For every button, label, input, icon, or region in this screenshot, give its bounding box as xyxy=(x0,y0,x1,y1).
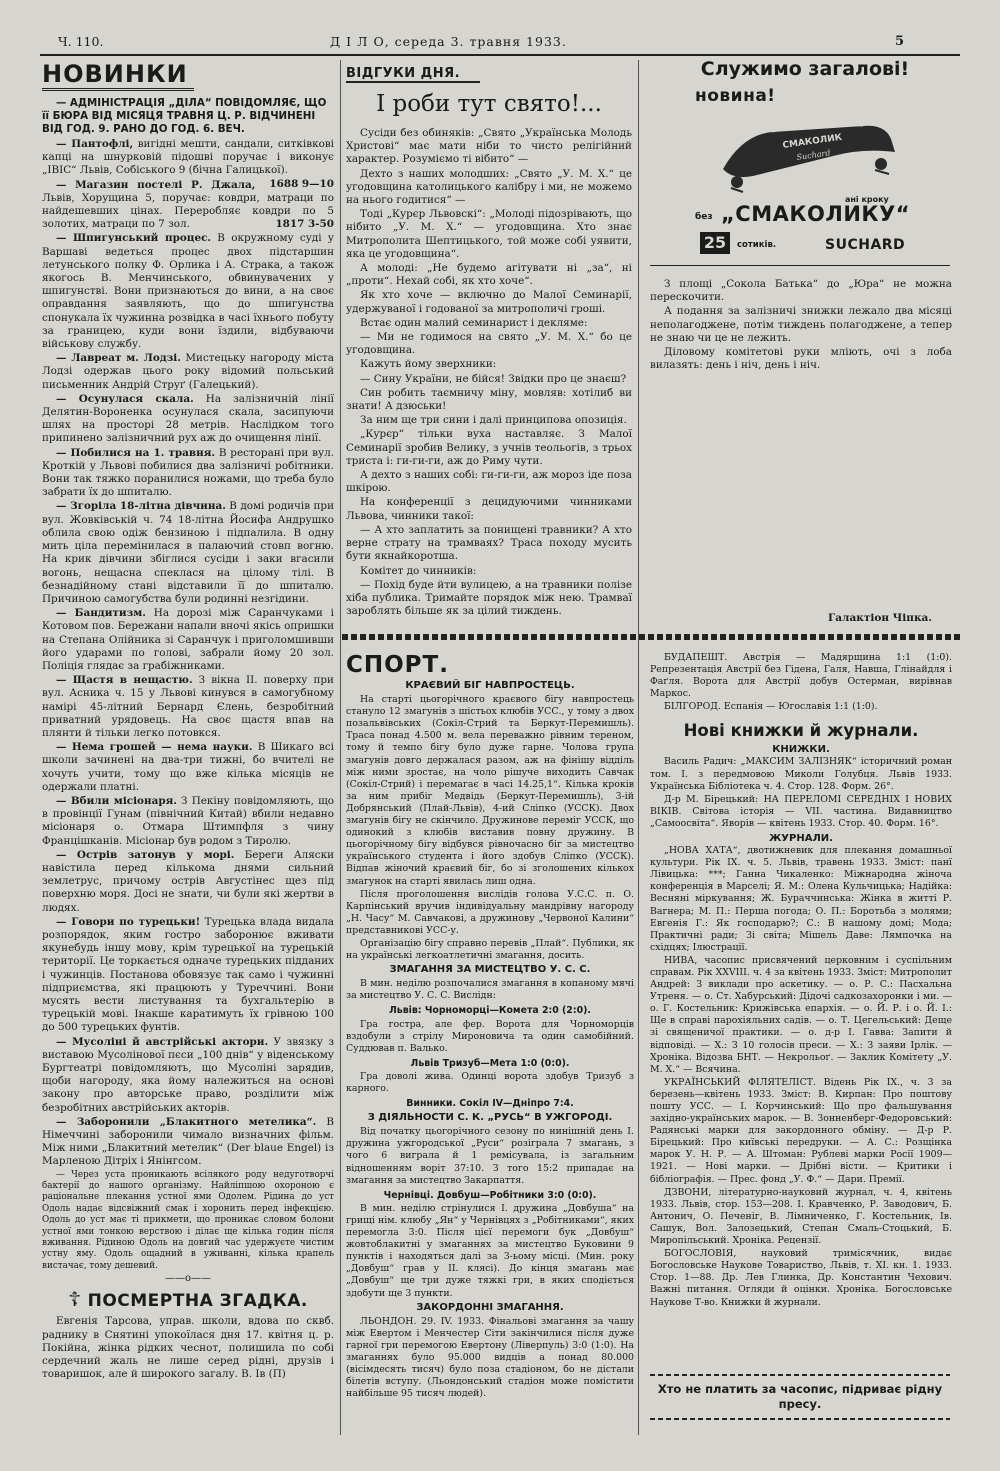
sport-paragraph: Організацію бігу справно перевів „Плай“. Публики, як на українські легкоатлетичні змагання, досить. xyxy=(346,937,634,962)
news-item-text: В Шикаго всі школи зачинені на два-три тижні, бо вчителі не хочуть учити, тому що вже кілька місяців не одержали платні. xyxy=(42,741,334,793)
books-heading: КНИЖКИ. xyxy=(772,744,830,756)
sport-paragraph: В мин. неділю розпочалися змагання в копаному мячі за мистецтво У. С. С. Вислідн: xyxy=(346,978,634,1002)
news-item-lead: — Шпигунський процес. xyxy=(56,232,212,245)
books-title: Нові книжки й журнали. xyxy=(683,721,919,741)
sport-column xyxy=(346,652,634,1442)
obituary-title xyxy=(42,1287,334,1311)
news-item xyxy=(42,607,334,673)
budapest-result: БУДАПЕШТ. Австрія — Мадярщина 1:1 (1:0). Репрезентація Австрії без Гідена, Галя, Навша, Глінайдля і Фаґля. Ворота для Австрії добув Остерман, вирівнав Маркос. xyxy=(650,652,952,700)
cross-icon: ☦ xyxy=(68,1287,82,1312)
news-item xyxy=(42,795,334,848)
news-item-text: З вікна ІІ. поверху при вул. Асника ч. 15 у Львові кинувся в самогубному намірі 45-літний Бернард Єлень, безробітний приватний урядовець. На своє щастя впав на плянти й тільки легко потовкся. xyxy=(42,674,334,739)
books-list xyxy=(650,756,952,830)
journal-entry: УКРАЇНСЬКИЙ ФІЛЯТЕЛІСТ. Відень Рік IX., ч. 3 за березень—квітень 1933. Зміст: В. Кирпан: Про поштову пошту УСС. — І. Корчинський: Що про фальшування західно-українських марок. — В. Зонненберг-Федоровський: Радянські марки для закордонного обміну. — Д-р Р. Бірецький: Про київські передруки. — А. С.: Розщінка марок У. Н. Р. — А. Штоман: Рублеві марки Росії 1909—1921. — Нові марки. — Дрібні вісти. — Критики і бібліографія. — Прес. фонд „У. Ф.“ — Дари. Премії. xyxy=(650,1076,952,1185)
figure-head-2 xyxy=(875,158,887,170)
belgrade-result: БІЛГОРОД. Еспанія — Югославія 1:1 (1:0). xyxy=(664,701,878,713)
news-item-text: Береги Аляски навістила перед кількома днями сильний землетрус, причому острів Августінес щез під поверхню моря. Досі не знати, чи були які жертви в людях. xyxy=(42,848,334,914)
obituary-text: Евгенія Тарсова, управ. школи, вдова по сквб. раднику в Снятині упокоїлася дня 17. квітня ц. р. Покійна, жінка рідких чеснот, полишила по собі сердечний жаль не лише серед рідні, друзів і товаришок, але й широкого загалу. В. Ів (П) xyxy=(42,1315,334,1381)
rubric: ВІДГУКИ ДНЯ. xyxy=(346,66,480,83)
sport-heading: З ДІЯЛЬНОСТИ С. К. „РУСЬ“ В УЖГОРОДІ. xyxy=(367,1112,613,1124)
book-entry: Д-р М. Бірецький: НА ПЕРЕЛОМІ СЕРЕДНІХ І НОВИХ ВІКІВ. Світова історія — VII. частина. Видавництво „Самоосвіта“. Яворів — квітень 1933. Стор. 40. Форм. 16°. xyxy=(650,793,952,829)
news-item-lead: — Лавреат м. Лодзі. xyxy=(56,352,181,365)
issue-number: Ч. 110. xyxy=(58,34,104,49)
news-item xyxy=(42,352,334,392)
admin-notice: — АДМІНІСТРАЦІЯ „ДІЛА“ ПОВІДОМЛЯЄ, ЩО її БЮРА ВІД МІСЯЦЯ ТРАВНЯ Ц. Р. ВІДЧИНЕНІ ВІД ГОД. 9. РАНО ДО ГОД. 6. ВЕЧ. xyxy=(42,97,327,135)
news-title: НОВИНКИ xyxy=(42,60,194,91)
ad-brand: SUCHARD xyxy=(825,237,906,253)
figure-head xyxy=(731,176,743,188)
sport-paragraph: Гра гостра, але фер. Ворота для Чорноморців вздобули з стрілу Мироновича та один самобійний. Суддював п. Валько. xyxy=(346,1018,634,1054)
ad-step: ані кроку xyxy=(845,195,889,204)
feuilleton-continued xyxy=(650,278,952,618)
header-rule xyxy=(40,54,960,56)
ad-subhead: новина! xyxy=(695,86,776,106)
news-item-lead: — Вбили місіонаря. xyxy=(56,794,177,807)
sport-title: СПОРТ. xyxy=(346,652,449,678)
news-item-text: В ресторані при вул. Кроткій у Львові побилися два залізничі робітники. Вони так тяжко поранилися ножами, що треба було забрати їх до шпиталю. xyxy=(42,446,334,499)
footer-note: Хто не платить за часопис, підриває рідну пресу. xyxy=(657,1382,943,1411)
smakolyk-ad xyxy=(655,58,955,258)
feuilleton-signature: Галактіон Чіпка. xyxy=(828,612,932,624)
sport-paragraph: Гра доволі жива. Одинці ворота здобув Тризуб з карного. xyxy=(346,1070,634,1094)
sport-paragraph: ЛЬОНДОН. 29. IV. 1933. Фінальові змагання за чашу між Евертом і Менчестер Сіти закінчилися після дуже гарної гри перемогою Евертону (Ліверпуль) 3:0 (1:0). На змаганнях було 95.000 видців а понад 80.000 (вісімдесять тисяч) було поза стадіоном, бо не дістали білетів вступу. (Льондонський стадіон може помістити найбільше 95 тисяч людей). xyxy=(346,1315,634,1400)
sport-paragraph: В мин. неділю стрінулися I. дружина „Довбуша“ на грищі нім. клюбу „Ян“ у Чернівцях з „Робітниками“, яких перемогла 3:0. Після цієї перемоги бук „Довбуш“ жовтоблакитні у змаганнях за мистецтво Буковини 9 пунктів і находяться далі за 3-ьому місці. (Мин. року „Довбуш“ грав у ІІ. клясі). До кінця змагань має „Довбуш“ ще три дуже тяжкі гри, в яких сподіється здобути ще 3 пункти. xyxy=(346,1202,634,1299)
match-score: Львів Тризуб—Мета 1:0 (0:0). xyxy=(410,1057,570,1069)
news-item-text: В домі родичів при вул. Жовківській ч. 74 18-літна Йосифа Андрушко облила свою одіж бензиною і підпалила. В одну мить ціла перемінилася в палаючий стовп вогню. На крик дівчини збіглися сусіди і заки вгасили вогонь, нещасна спеклася на цілому тілі. В безнадійному стані відставили її до шпиталю. Причиною самогубства були родинні незгідини. xyxy=(42,500,334,605)
books-column xyxy=(650,652,952,1380)
news-item-text: В Німеччині заборонили чимало визначних фільм. Між ними „Блакитний метелик“ (Der blaue Engel) із Марленою Дітріх і Янінгсом. xyxy=(42,1115,334,1168)
news-item-lead: — Острів затонув у морі. xyxy=(56,848,235,861)
feuilleton-paragraph: Тоді „Курєр Львовскі“: „Молоді підозрівають, що нібито „У. М. Х.“ — угодовщина. Хто знає Митрополита Шептицького, той може собі уявити, яка це угодовщина“. xyxy=(346,208,632,260)
news-item xyxy=(42,393,334,446)
journal-entry: „НОВА ХАТА“, двотижневик для плекання домашньої культури. Рік IX. ч. 5. Львів, травень 1933. Зміст: панї Лівицька: ***; Ганна Чикаленко: Міжнародна жіноча конференція в Марселі; Я. М.: Олена Кульчицька; Надійка: Весняні міркування; Ж. Бураччинська: Жінка в житті Р. Вагнера; М. П.: Перша погода; О. П.: Боротьба з молями; Евгенія Г.: Як господарю?; С.: В нашому домі; Мода; Практичні ради; Зі світа; Мішель Даве: Лямпочка на східцях; Ілюстрації. xyxy=(650,845,952,953)
feuilleton-paragraph: Кажуть йому зверхники: xyxy=(360,358,497,371)
journal-entry: ДЗВОНИ, літературно-науковий журнал, ч. 4, квітень 1933. Львів, стор. 153—208. І. Кравченко, Р. Заводович, Б. Антонич, О. Печеніг, В. Лімниченко, Г. Костельник, Ів. Сашук, Вол. Залозецький, Степан Смаль-Стоцький, Б. Миропільський. Хроніка. Рецензії. xyxy=(650,1186,952,1247)
feuilleton-paragraph: — А хто заплатить за понищені травники? А хто верне страту на трамваях? Траса походу мусить бути якнайкоротша. xyxy=(346,523,632,563)
feuilleton-paragraph: — Ми не годимося на свято „У. М. Х.“ бо це угодовщина. xyxy=(346,331,632,357)
sport-heading: ЗАКОРДОННІ ЗМАГАННЯ. xyxy=(416,1301,564,1313)
journals-heading: ЖУРНАЛИ. xyxy=(769,833,833,845)
news-item-code: 1688 9—10 xyxy=(269,177,334,190)
footer-rule-top xyxy=(650,1374,950,1376)
news-item-lead: — Осунулася скала. xyxy=(56,392,194,405)
bar-label-bottom: Suchard xyxy=(796,148,831,162)
sport-heading: ЗМАГАННЯ ЗА МИСТЕЦТВО У. С. С. xyxy=(389,964,591,976)
news-item-text: На дорозі між Саранчуками і Котовом пов. Бережани напали вночі якісь опришки на Степана Олійника зі Саранчук і приголомшивши його ударами по голові, забрали йому 20 зол. Поліція глядає за грабіжниками. xyxy=(42,607,334,672)
feuilleton-paragraph: На конференції з децидуючими чинниками Львова, чинники такої: xyxy=(346,496,632,522)
feuilleton-paragraph: Сусіди без обиняків: „Свято „Українська Молодь Христові“ має мати ніби то чисто релігійний характер. Розуміємо ті вібито“ — xyxy=(346,127,632,166)
news-item xyxy=(42,500,334,606)
feuilleton-paragraph: „Курєр“ тільки вуха наставляє. З Малої Семинарії зробив Велику, з учнів теольогів, з трьох триста і: ги-ги-ги, аж до Риму чути. xyxy=(346,428,632,467)
news-item-text: У звязку з виставою Мусолінової пєси „100 днів“ у віденському Бургтеатрі повідомляють, що Мусоліні зарядив, щоби нагороду, яка йому належиться на основі закону про авторське право, розділити між безробітних австрійських акторів. xyxy=(42,1035,334,1114)
news-item-text: З Пекіну повідомляють, що в провінції Гунам (північний Китай) вбили недавно місіонаря о. Отмара Штимпфля з чину Францішканів. Місіонар був родом з Тиролю. xyxy=(42,794,334,847)
feuilleton-paragraph: За ним ще три сини і далі принципова опозиція. xyxy=(360,414,627,427)
match-score: Львів: Чорноморці—Комета 2:0 (2:0). xyxy=(389,1005,591,1017)
section-rule-middle xyxy=(342,634,960,640)
news-item-lead: — Мусоліні й австрійські актори. xyxy=(56,1035,269,1048)
news-item-lead: — Згоріла 18-літна дівчина. xyxy=(56,500,226,513)
news-item-text: вигідні мешти, сандали, ситківкові капці на шнурковій підошві поручає і виконує „ІВІС“ Львів, Собіського 9 (бічна Галицької). xyxy=(42,138,334,177)
news-item-lead: — Заборонили „Блакитного метелика“. xyxy=(56,1115,317,1128)
col-divider-3 xyxy=(638,650,639,1435)
news-item xyxy=(42,1116,334,1169)
news-item-text: Турецька влада видала розпорядок, яким гостро заборонює вживати якунебудь іншу мову, крім турецької на турецькій території. Це торкається одначе турецьких підданих і чужинців. Постанова обовязує так само і чужинні підприємства, які працюють у Туреччині. Вони мусять вести листування та бухгальтерію в турецькій мові. Інакше каратимуть їх грівною 100 до 500 турецьких фунтів. xyxy=(42,915,334,1034)
odol-ad: — Через уста проникають всілякого роду недуготворчі бактерії до нашого організму. Найліпшою охороною є раціональне плекання устної ями Одолем. Рідина до уст Одоль надає відсвіжний смак і хоронить перед інфекцією. Одоль до уст має ті прикмети, що проникає словом болони устної ями тонкою верствою і ділає ще кілька годин після вживання. Рідиною Одоль на довгий час удержуєте чистим устну яму. Одоль ощадний в уживанні, кілька крапель вистачає, тому дешевий. xyxy=(42,1169,334,1271)
feuilleton-paragraph: — Сину України, не бійся! Звідки про це знаєш? xyxy=(360,372,627,385)
obituary-heading: ПОСМЕРТНА ЗГАДКА. xyxy=(87,1291,308,1312)
news-item xyxy=(42,447,334,500)
bar-label-top: СМАКОЛИК xyxy=(782,132,843,151)
news-column xyxy=(42,60,334,1440)
news-item-text: В окружному суді у Варшаві ведеться процес двох підстаршин летунського полку Ф. Орлика і А. Страка, а також якогось В. Менчинського, обвинувачених у шпигунстві. Вони признаються до вини, а на своє оправдання заявляють, що до шпигунства спонукала їх чужинна розвідка в часі їхнього побуту за границею, куди вони їздили, відбуваючи військову службу. xyxy=(42,232,334,351)
feuilleton-paragraph: А молоді: „Не будемо агітувати ні „за“, ні „проти“. Нехай собі, як хто хоче“. xyxy=(346,262,632,288)
book-entry: Василь Радич: „МАКСИМ ЗАЛІЗНЯК“ історичний роман том. I. з передмовою Миколи Голубця. Львів 1933. Українська Бібліотека ч. 4. Стор. 128. Форм. 26°. xyxy=(650,756,952,792)
candy-bar-illustration xyxy=(713,114,899,194)
separator: ——o—— xyxy=(164,1273,212,1285)
sport-paragraph: Після проголошення вислідів голова У.С.С. п. О. Карпінський вручив індивідуальну мандрівну нагороду „Н. Часу“ М. Савчакові, а дружинову „Червоної Калини“ представникові УСС-у. xyxy=(346,888,634,936)
news-item-lead: — Бандитизм. xyxy=(56,607,146,620)
feuilleton-paragraph: — Похід буде йти вулицею, а на травники полізе хіба публика. Тримайте порядок між нею. Трамваї зароблять більше як за цілий тиждень. xyxy=(346,578,632,618)
news-item-text: На залізничній лінії Делятин-Вороненка осунулася скала, засипуючи шлях на просторі 28 метрів. Наслідком того припинено залізничний рух аж до очищення лінії. xyxy=(42,392,334,445)
ad-bottom-rule xyxy=(650,265,950,266)
news-item xyxy=(42,849,334,915)
news-items xyxy=(42,138,334,1169)
masthead-date: Д І Л О, середа 3. травня 1933. xyxy=(330,34,567,49)
news-item-text: Мистецьку нагороду міста Лодзі одержав цього року відомий польський письменник Андрій Струґ (Галецький). xyxy=(42,352,334,391)
col-divider-2 xyxy=(638,60,639,650)
match-score: Винники. Сокіл IV—Дніпро 7:4. xyxy=(406,1098,574,1110)
feuilleton-paragraph: Як хто хоче — включно до Малої Семинарії, удержуваної і годованої за митрополичі гроші. xyxy=(346,289,632,315)
news-item xyxy=(42,674,334,740)
feuilleton-paragraph: А дехто з наших собі: ги-ги-ги, аж мороз іде поза шкірою. xyxy=(346,469,632,495)
sport-heading: КРАЄВИЙ БІГ НАВПРОСТЕЦЬ. xyxy=(405,680,575,691)
news-item-lead: — Пантофлі, xyxy=(56,138,134,150)
feuilleton-column xyxy=(346,62,632,632)
feuilleton-body xyxy=(346,127,632,618)
col-divider-1 xyxy=(340,60,341,1435)
feuilleton-paragraph: З площі „Сокола Батька“ до „Юра“ не можна перескочити. xyxy=(650,278,952,304)
feuilleton-paragraph: Син робить таємничу міну, мовляв: хотілиб ви знати! А дзюськи! xyxy=(346,386,632,413)
news-item xyxy=(42,916,334,1035)
journal-entry: БОГОСЛОВІЯ, науковий тримісячник, видає Богословське Наукове Товариство, Львів, т. XI. кн. 1. 1933. Стор. 1—88. Др. Лев Глинка, Др. Константин Чехович. Важні питання. Огляди й оцінки. Хроніка. Богословське Наукове Т-во. Книжки й журнали. xyxy=(650,1248,952,1308)
match-score: Чернівці. Довбуш—Робітники 3:0 (0:0). xyxy=(383,1189,597,1201)
feuilleton-title: І роби тут свято!... xyxy=(376,91,602,117)
ad-price: 25 xyxy=(700,232,730,254)
news-item-text: Львів, Хорущина 5, поручає: ковдри, матраци по найдешевших цінах. Переробляє ковдри по 5 золотих, матраци по 7 зол. xyxy=(42,191,334,231)
feuilleton-continued-body xyxy=(650,278,952,372)
page-number: 5 xyxy=(895,34,905,49)
news-item-lead: — Щастя в нещастю. xyxy=(56,674,193,687)
journals-list xyxy=(650,845,952,1309)
ad-headline: Служимо загалові! xyxy=(700,58,910,80)
news-item-lead: — Нема грошей — нема науки. xyxy=(56,741,253,754)
news-item xyxy=(42,741,334,794)
news-item-code: 1817 3-50 xyxy=(275,218,334,231)
feuilleton-paragraph: Комітет до чинників: xyxy=(360,564,477,577)
news-item-lead: — Говори по турецьки! xyxy=(56,915,201,928)
ad-product: „СМАКОЛИКУ“ xyxy=(721,202,911,226)
feuilleton-paragraph: Встає один малий семинарист і декляме: xyxy=(360,316,588,329)
news-item xyxy=(42,1036,334,1115)
news-item-lead: — Побилися на 1. травня. xyxy=(56,446,216,459)
footer-rule-bottom xyxy=(650,1418,950,1420)
sport-body xyxy=(346,680,634,1400)
journal-entry: НИВА, часопис присвячений церковним і суспільним справам. Рік XXVIII. ч. 4 за квітень 1933. Зміст: Митрополит Андрей: З виклади про аскетику. — о. Р. С.: Пасхальна Утреня. — о. Ст. Хабурський: Дідочі садкозахоронки і ми. — о. Г. Костельник: Крижівська епархія. — о. Й. Р. і о. Й. І.: Ще в справі парохіяльних садів. — о. Т. Цегельський: Деще зі священичої практики. — о. д-р І. Гавва: Запити й відповіді. — Х.: З 10 голосів преси. — Х.: З заяви Ірлік. — Хроніка. Відозва БНТ. — Некрольоґ. — Заклик Комітету „У. М. Х.“ — Всячина. xyxy=(650,954,952,1075)
sport-paragraph: На старті цьогорічного краєвого бігу навпростець стануло 12 змагунів з шістьох клюбів УСС., у тому з двох позальвівських (Сокіл-Стрий та Беркут-Перемишль). Траса понад 4.500 м. вела переважно рівним тереном, тому й темпо бігу було дуже гарне. Чолова група змагунів довго держалася разом, аж на фінішу відділь між ними зростає, на чоло рішуче виходить Савчак (Сокіл-Стрий) і перемагає в часі 14.25,1“. Кілька кроків за ним прибіг Медвідь (Беркут-Перемишль), 3-ій Добрянський (Плай-Львів), 4-ий Сліпко (УССК). Двох змагунів бігу не скінчило. Дружинове переміг УССК, що одинокий з клюбів виставив повну дружину. В цьогорічному бігу відбувся рівночасно біг за мистецтво українського студента і його здобув Сліпко (УССК). Відпав жіночий краєвий біг, бо зі зголошених кількох змагунок на старті явилась лиш одна. xyxy=(346,694,634,887)
sport-paragraph: Від початку цьогорічного сезону по нинішній день I. дружина ужгородської „Руси“ розіграла 7 змагань, з чого 6 виграла й 1 ремісувала, із загальним відношенням воріт 37:10. З того 15:2 припадає на змагання за мистецтво Закарпаття. xyxy=(346,1126,634,1186)
ad-unit: сотиків. xyxy=(737,240,777,250)
ad-without: без xyxy=(695,212,713,222)
feuilleton-paragraph: Дехто з наших молодших: „Свято „У. М. Х.“ це угодовщина католицького калібру і ми, не можемо на нього годитися“ — xyxy=(346,167,632,207)
news-item-lead: — Магазин постелі Р. Джала, xyxy=(56,178,256,191)
feuilleton-paragraph: А подання за залізничі знижки лежало два місяці неполагоджене, потім тиждень полагоджене, а тепер не знаю чи це не лежить. xyxy=(650,305,952,344)
news-item xyxy=(42,232,334,351)
feuilleton-paragraph: Діловому комітетові руки мліють, очі з лоба вилазять: день і ніч, день і ніч. xyxy=(650,346,952,372)
